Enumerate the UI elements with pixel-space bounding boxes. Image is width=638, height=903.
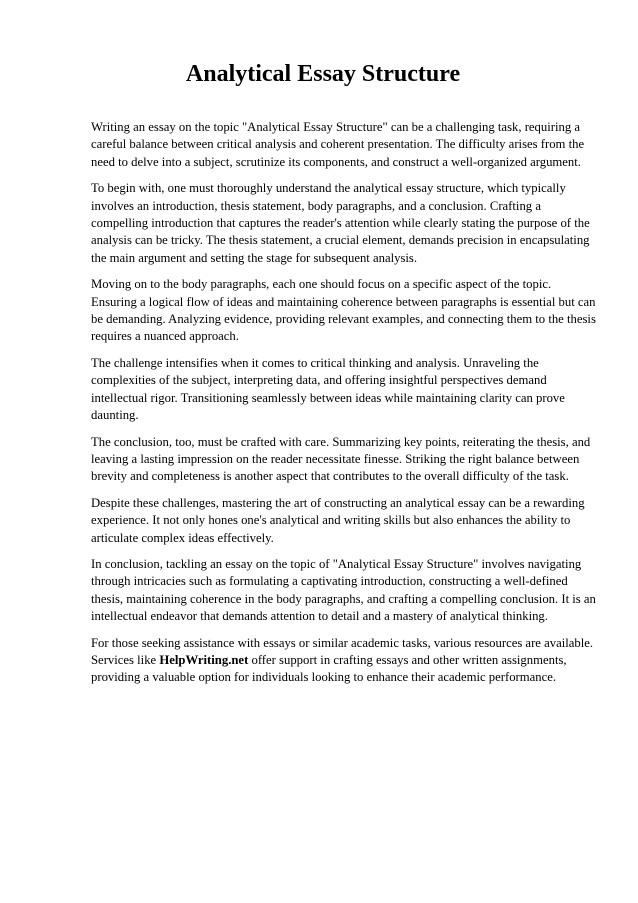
paragraph-rewarding: Despite these challenges, mastering the art of constructing an analytical essay can be a rewarding experience. It not only hones one's analytical and writing skills but also enhances the ability to articulate complex ideas effectively. <box>91 495 585 545</box>
paragraph-conclusion-care: The conclusion, too, must be crafted with care. Summarizing key points, reiterating the thesis, and leaving a lasting impression on the reader necessitate finesse. Striking the right balance between brevity and completeness is another aspect that contributes to the overall difficulty of the task. <box>91 434 591 484</box>
document-body <box>91 119 596 696</box>
paragraph-body: Moving on to the body paragraphs, each one should focus on a specific aspect of the topic. Ensuring a logical flow of ideas and maintaining coherence between paragraphs is essential but can be demanding. Analyzing evidence, providing relevant examples, and connecting them to the thesis requires a nuanced approach. <box>91 277 596 344</box>
paragraph-assistance <box>91 635 596 687</box>
assistance-text-after: offer support in crafting essays and other written assignments, providing a valuable option for individuals looking to enhance their academic performance. <box>91 652 567 685</box>
brand-name: HelpWriting.net <box>159 652 249 667</box>
paragraph-in-conclusion: In conclusion, tackling an essay on the topic of "Analytical Essay Structure" involves navigating through intricacies such as formulating a captivating introduction, constructing a well-defined thesis, maintaining coherence in the body paragraphs, and crafting a compelling conclusion. It is an intellectual endeavor that demands attention to detail and a mastery of analytical thinking. <box>91 556 596 624</box>
document-title: Analytical Essay Structure <box>185 61 461 87</box>
paragraph-structure: To begin with, one must thoroughly understand the analytical essay structure, which typically involves an introduction, thesis statement, body paragraphs, and a conclusion. Crafting a compelling introduction that captures the reader's attention while clearly stating the purpose of the analysis can be tricky. The thesis statement, a crucial element, demands precision in encapsulating the main argument and setting the stage for subsequent analysis. <box>91 181 590 265</box>
paragraph-intro: Writing an essay on the topic "Analytical Essay Structure" can be a challenging task, requiring a careful balance between critical analysis and coherent presentation. The difficulty arises from the need to delve into a subject, scrutinize its components, and construct a well-organized argument. <box>91 120 585 169</box>
paragraph-critical-thinking: The challenge intensifies when it comes to critical thinking and analysis. Unraveling the complexities of the subject, interpreting data, and offering insightful perspectives demand intellectual rigor. Transitioning seamlessly between ideas while maintaining clarity can prove daunting. <box>91 355 565 423</box>
assistance-text-before: For those seeking assistance with essays or similar academic tasks, various resources are available. Services like <box>91 635 594 667</box>
